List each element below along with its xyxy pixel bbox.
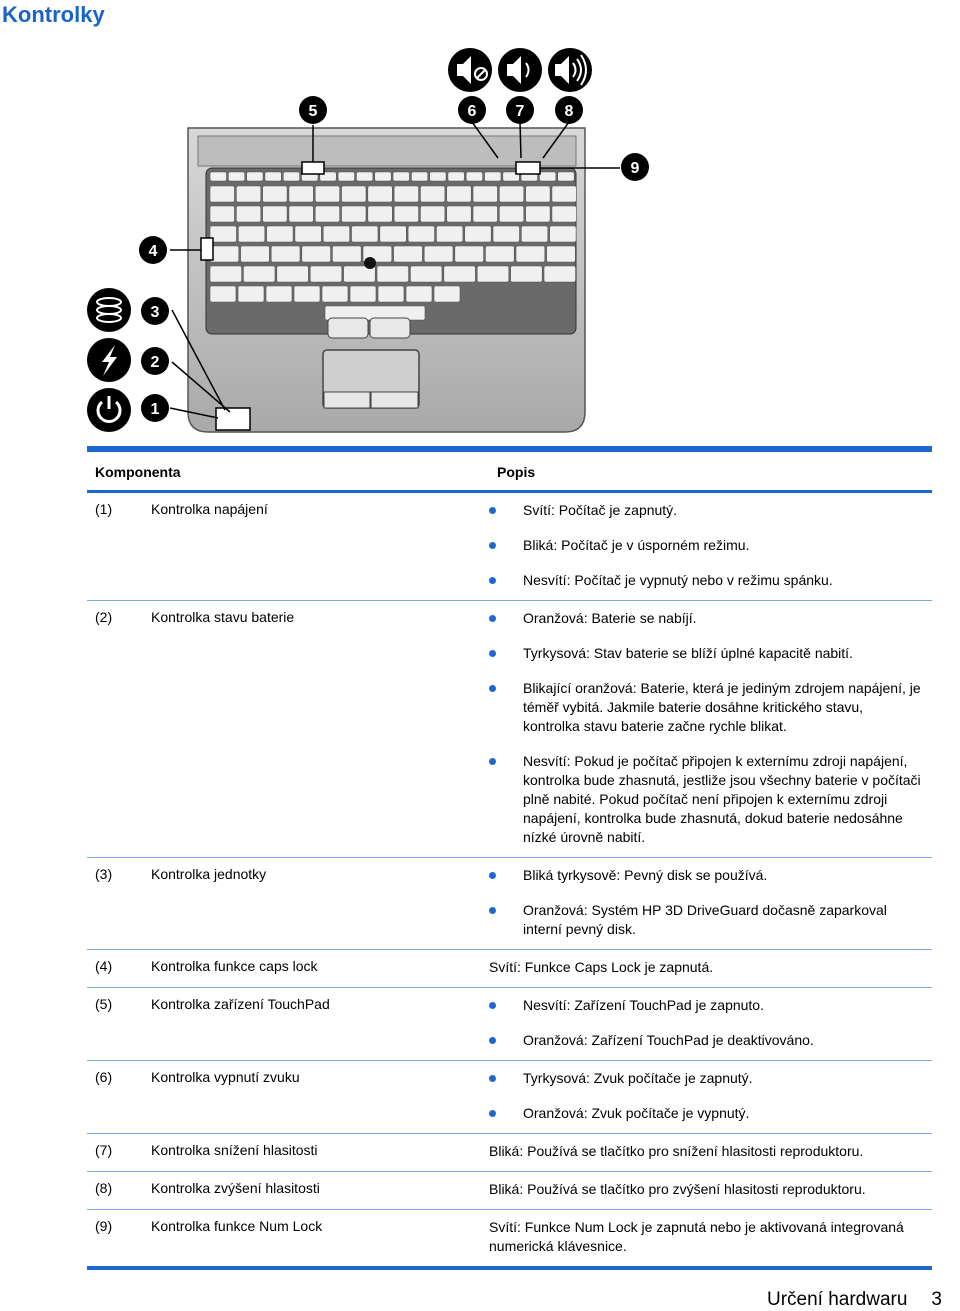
- keyboard-key: [263, 186, 288, 202]
- description-text: Nesvítí: Počítač je vypnutý nebo v režimu spánku.: [523, 572, 833, 588]
- page-title: Kontrolky: [2, 2, 105, 27]
- component-description: [489, 858, 932, 950]
- row-number: (5): [87, 988, 151, 1061]
- component-name: Kontrolka napájení: [151, 492, 489, 601]
- keyboard-key: [266, 286, 292, 302]
- keyboard-key: [521, 226, 548, 242]
- table-row: [87, 1061, 932, 1134]
- bullet-icon: [489, 685, 496, 692]
- table-row: [87, 858, 932, 950]
- keyboard-key: [356, 172, 373, 181]
- description-item: [489, 609, 923, 628]
- component-name: Kontrolka funkce caps lock: [151, 950, 489, 988]
- keyboard-key: [289, 186, 314, 202]
- component-name: Kontrolka vypnutí zvuku: [151, 1061, 489, 1134]
- description-list: [489, 1069, 932, 1123]
- description-item: [489, 752, 923, 847]
- svg-text:4: 4: [148, 243, 158, 260]
- keyboard-key: [310, 266, 342, 282]
- keyboard-key: [342, 186, 367, 202]
- description-text: Tyrkysová: Zvuk počítače je zapnutý.: [523, 1070, 753, 1086]
- callout-9: [621, 153, 649, 181]
- component-description: [489, 988, 932, 1061]
- keyboard-key: [394, 246, 423, 262]
- description-item: [489, 571, 923, 590]
- laptop-keyboard-figure: [80, 40, 680, 440]
- keyboard-key: [322, 286, 348, 302]
- callout-8: [555, 96, 583, 124]
- keyboard-key: [243, 266, 275, 282]
- table-row: [87, 950, 932, 988]
- speaker-down-icon: [498, 48, 542, 92]
- page-number: 3: [931, 1289, 942, 1310]
- description-item: [489, 501, 923, 520]
- keyboard-key: [408, 226, 435, 242]
- keyboard-key: [410, 266, 442, 282]
- keyboard-key: [434, 286, 460, 302]
- bullet-icon: [489, 872, 496, 879]
- row-number: (8): [87, 1172, 151, 1210]
- component-name: Kontrolka jednotky: [151, 858, 489, 950]
- keyboard-key: [283, 172, 300, 181]
- keyboard-key: [377, 266, 409, 282]
- row-number: (7): [87, 1134, 151, 1172]
- row-number: (9): [87, 1210, 151, 1269]
- description-item: [489, 679, 923, 736]
- keyboard-key: [526, 186, 551, 202]
- bullet-icon: [489, 758, 496, 765]
- keyboard-key: [238, 286, 264, 302]
- keyboard-key: [473, 186, 498, 202]
- keyboard-key: [499, 186, 524, 202]
- keyboard-key: [436, 226, 463, 242]
- description-item: [489, 536, 923, 555]
- keyboard-key: [447, 206, 472, 222]
- description-text: Nesvítí: Pokud je počítač připojen k externímu zdroji napájení, kontrolka bude zhasnutá, jestliže jsou všechny baterie v počítači plně nabité. Pokud počítač není připojen k externímu zdroji napájení, kontrolka bude zhasnutá, dokud baterie nedosáhne nízké úrovně nabití.: [523, 753, 921, 845]
- description-text: Blikající oranžová: Baterie, která je jediným zdrojem napájení, je téměř vybitá. Jakmile baterie dosáhne kritického stavu, kontrolka stavu baterie začne rychle blikat.: [523, 680, 921, 734]
- bullet-icon: [489, 1110, 496, 1117]
- bullet-icon: [489, 1002, 496, 1009]
- description-item: [489, 644, 923, 663]
- keyboard-key: [547, 246, 576, 262]
- svg-text:5: 5: [308, 103, 318, 120]
- keyboard-key: [368, 186, 393, 202]
- keyboard-key: [238, 226, 264, 242]
- battery-bolt-icon: [87, 338, 131, 382]
- keyboard-key: [380, 226, 407, 242]
- keyboard-key: [477, 266, 509, 282]
- drive-icon: [87, 288, 131, 332]
- keyboard-key: [466, 172, 483, 181]
- description-item: [489, 1031, 923, 1050]
- table-row: [87, 1172, 932, 1210]
- keyboard-key: [342, 206, 367, 222]
- callout-1: [141, 394, 169, 422]
- svg-text:1: 1: [150, 401, 160, 418]
- svg-text:6: 6: [467, 103, 477, 120]
- keyboard-key: [295, 226, 322, 242]
- keyboard-key: [420, 186, 445, 202]
- description-text: Oranžová: Systém HP 3D DriveGuard dočasně zaparkoval interní pevný disk.: [523, 902, 887, 937]
- row-number: (4): [87, 950, 151, 988]
- svg-text:3: 3: [150, 304, 160, 321]
- description-list: [489, 996, 932, 1050]
- keyboard-key: [210, 226, 237, 242]
- bullet-icon: [489, 1075, 496, 1082]
- description-text: Oranžová: Zvuk počítače je vypnutý.: [523, 1105, 750, 1121]
- keyboard-key: [265, 172, 282, 181]
- speaker-up-icon: [548, 48, 592, 92]
- keyboard-key: [473, 206, 498, 222]
- keyboard-key: [294, 286, 320, 302]
- component-name: Kontrolka zvýšení hlasitosti: [151, 1172, 489, 1210]
- callout-4: [139, 236, 167, 264]
- row-number: (6): [87, 1061, 151, 1134]
- keyboard-key: [411, 172, 428, 181]
- description-item: [489, 996, 923, 1015]
- keyboard-key: [210, 286, 236, 302]
- description-text: Tyrkysová: Stav baterie se blíží úplné kapacitě nabití.: [523, 645, 853, 661]
- controls-table: [87, 446, 932, 1270]
- keyboard-key: [406, 286, 432, 302]
- keyboard-key: [516, 246, 545, 262]
- keyboard-key: [210, 172, 227, 181]
- table-row: [87, 601, 932, 858]
- description-text: Oranžová: Baterie se nabíjí.: [523, 610, 697, 626]
- keyboard-key: [210, 266, 242, 282]
- keyboard-key: [465, 226, 492, 242]
- bullet-icon: [489, 650, 496, 657]
- keyboard-key: [511, 266, 543, 282]
- keyboard-key: [210, 246, 239, 262]
- svg-text:7: 7: [515, 103, 525, 120]
- keyboard-key: [228, 172, 245, 181]
- component-description: [489, 601, 932, 858]
- keyboard-key: [378, 286, 404, 302]
- keyboard-key: [420, 206, 445, 222]
- keyboard-key: [247, 172, 264, 181]
- keyboard-key: [375, 172, 392, 181]
- header-component: Komponenta: [87, 449, 489, 492]
- keyboard-key: [271, 246, 300, 262]
- power-icon: [87, 388, 131, 432]
- component-description: [489, 492, 932, 601]
- keyboard-key: [444, 266, 476, 282]
- keyboard-key: [539, 172, 556, 181]
- svg-text:8: 8: [564, 103, 574, 120]
- keyboard-key: [267, 226, 294, 242]
- keyboard-key: [455, 246, 484, 262]
- keyboard-key: [315, 206, 340, 222]
- description-list: [489, 609, 932, 847]
- keyboard-key: [424, 246, 453, 262]
- keyboard-key: [332, 246, 361, 262]
- component-description: [489, 1210, 932, 1269]
- keyboard-key: [558, 172, 575, 181]
- keyboard-key: [338, 172, 355, 181]
- keyboard-key: [289, 206, 314, 222]
- description-text: Svítí: Počítač je zapnutý.: [523, 502, 678, 518]
- keyboard-key: [499, 206, 524, 222]
- callout-5: [299, 96, 327, 124]
- description-text: Svítí: Funkce Num Lock je zapnutá nebo je aktivovaná integrovaná numerická klávesnice.: [489, 1219, 904, 1254]
- bullet-icon: [489, 1037, 496, 1044]
- svg-text:9: 9: [630, 160, 640, 177]
- bullet-icon: [489, 615, 496, 622]
- component-name: Kontrolka funkce Num Lock: [151, 1210, 489, 1269]
- table-row: [87, 492, 932, 601]
- description-item: [489, 866, 923, 885]
- keyboard-key: [210, 206, 235, 222]
- keyboard-key: [323, 226, 350, 242]
- footer-section: Určení hardwaru: [766, 1289, 908, 1310]
- keyboard-key: [447, 186, 472, 202]
- callout-7: [506, 96, 534, 124]
- keyboard-key: [544, 266, 576, 282]
- table-row: [87, 1210, 932, 1269]
- keyboard-key: [550, 226, 577, 242]
- description-text: Svítí: Funkce Caps Lock je zapnutá.: [489, 959, 714, 975]
- keyboard-key: [241, 246, 270, 262]
- component-description: [489, 1172, 932, 1210]
- description-text: Bliká: Počítač je v úsporném režimu.: [523, 537, 750, 553]
- keyboard-key: [526, 206, 551, 222]
- page-footer: [767, 1289, 942, 1311]
- keyboard-key: [493, 226, 520, 242]
- callout-2: [141, 347, 169, 375]
- keyboard-key: [352, 226, 379, 242]
- table-row: [87, 1134, 932, 1172]
- bullet-icon: [489, 907, 496, 914]
- keyboard-key: [315, 186, 340, 202]
- keyboard-key: [236, 186, 260, 202]
- description-list: [489, 501, 932, 590]
- row-number: (2): [87, 601, 151, 858]
- component-name: Kontrolka stavu baterie: [151, 601, 489, 858]
- bullet-icon: [489, 577, 496, 584]
- table-row: [87, 988, 932, 1061]
- keyboard-key: [210, 186, 235, 202]
- description-text: Bliká: Používá se tlačítko pro snížení hlasitosti reproduktoru.: [489, 1143, 864, 1159]
- keyboard-key: [277, 266, 309, 282]
- svg-text:2: 2: [150, 354, 160, 371]
- row-number: (3): [87, 858, 151, 950]
- component-description: [489, 1134, 932, 1172]
- keyboard-key: [302, 246, 331, 262]
- bullet-icon: [489, 542, 496, 549]
- description-text: Oranžová: Zařízení TouchPad je deaktivováno.: [523, 1032, 814, 1048]
- description-item: [489, 901, 923, 939]
- keyboard-key: [393, 172, 410, 181]
- description-text: Bliká tyrkysově: Pevný disk se používá.: [523, 867, 768, 883]
- keyboard-key: [394, 186, 419, 202]
- callout-3: [141, 297, 169, 325]
- keyboard-key: [350, 286, 376, 302]
- keyboard-key: [430, 172, 447, 181]
- keyboard-key: [236, 206, 260, 222]
- description-text: Bliká: Používá se tlačítko pro zvýšení hlasitosti reproduktoru.: [489, 1181, 866, 1197]
- component-description: [489, 950, 932, 988]
- description-list: [489, 866, 932, 939]
- bullet-icon: [489, 507, 496, 514]
- row-number: (1): [87, 492, 151, 601]
- keyboard-key: [552, 186, 577, 202]
- header-description: Popis: [489, 449, 932, 492]
- keyboard-key: [485, 246, 514, 262]
- description-item: [489, 1069, 923, 1088]
- description-item: [489, 1104, 923, 1123]
- component-name: Kontrolka zařízení TouchPad: [151, 988, 489, 1061]
- keyboard-key: [263, 206, 288, 222]
- component-description: [489, 1061, 932, 1134]
- speaker-mute-icon: [448, 48, 492, 92]
- description-text: Nesvítí: Zařízení TouchPad je zapnuto.: [523, 997, 764, 1013]
- component-name: Kontrolka snížení hlasitosti: [151, 1134, 489, 1172]
- keyboard-key: [394, 206, 419, 222]
- callout-6: [458, 96, 486, 124]
- keyboard-key: [485, 172, 502, 181]
- keyboard-key: [448, 172, 465, 181]
- keyboard-key: [552, 206, 577, 222]
- keyboard-key: [368, 206, 393, 222]
